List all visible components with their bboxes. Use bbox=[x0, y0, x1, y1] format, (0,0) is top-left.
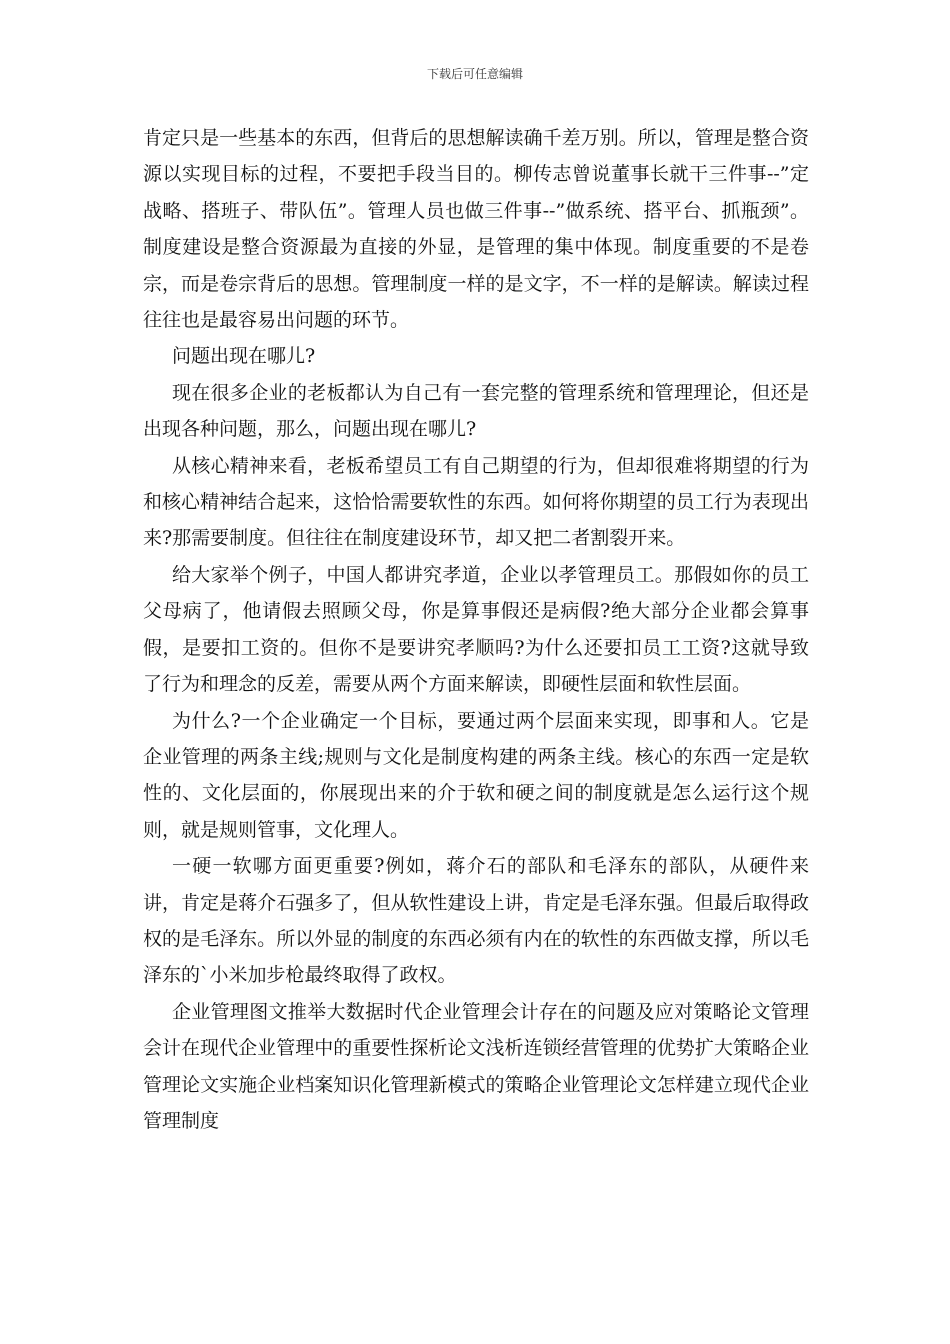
paragraph-related-links: 企业管理图文推举大数据时代企业管理会计存在的问题及应对策略论文管理会计在现代企业管理中的重要性探析论文浅析连锁经营管理的优势扩大策略企业管理论文实施企业档案知识化管理新模式的策略企业管理论文怎样建立现代企业管理制度 bbox=[143, 1000, 809, 1132]
document-body bbox=[143, 120, 809, 1139]
paragraph: 现在很多企业的老板都认为自己有一套完整的管理系统和管理理论，但还是出现各种问题，那么，问题出现在哪儿? bbox=[143, 381, 809, 441]
paragraph: 从核心精神来看，老板希望员工有自己期望的行为，但却很难将期望的行为和核心精神结合起来，这恰恰需要软性的东西。如何将你期望的员工行为表现出来?那需要制度。但往往在制度建设环节，却又把二者割裂开来。 bbox=[143, 454, 809, 550]
page-header: 下载后可任意编辑 bbox=[426, 67, 523, 81]
paragraph-section-question: 问题出现在哪儿? bbox=[172, 345, 316, 368]
paragraph-continuation: 肯定只是一些基本的东西，但背后的思想解读确千差万别。所以，管理是整合资源以实现目标的过程，不要把手段当目的。柳传志曾说董事长就干三件事--”定战略、搭班子、带队伍”。管理人员也做三件事--”做系统、搭平台、抓瓶颈”。制度建设是整合资源最为直接的外显，是管理的集中体现。制度重要的不是卷宗，而是卷宗背后的思想。管理制度一样的是文字，不一样的是解读。解读过程往往也是最容易出问题的环节。 bbox=[143, 127, 809, 332]
paragraph: 为什么?一个企业确定一个目标，要通过两个层面来实现，即事和人。它是企业管理的两条主线;规则与文化是制度构建的两条主线。核心的东西一定是软性的、文化层面的，你展现出来的介于软和硬之间的制度就是怎么运行这个规则，就是规则管事，文化理人。 bbox=[143, 709, 809, 841]
paragraph: 一硬一软哪方面更重要?例如，蒋介石的部队和毛泽东的部队，从硬件来讲，肯定是蒋介石强多了，但从软性建设上讲，肯定是毛泽东强。但最后取得政权的是毛泽东。所以外显的制度的东西必须有内在的软性的东西做支撑，所以毛泽东的`小米加步枪最终取得了政权。 bbox=[143, 855, 809, 987]
paragraph: 给大家举个例子，中国人都讲究孝道，企业以孝管理员工。那假如你的员工父母病了，他请假去照顾父母，你是算事假还是病假?绝大部分企业都会算事假，是要扣工资的。但你不是要讲究孝顺吗?为什么还要扣员工工资?这就导致了行为和理念的反差，需要从两个方面来解读，即硬性层面和软性层面。 bbox=[143, 563, 809, 696]
